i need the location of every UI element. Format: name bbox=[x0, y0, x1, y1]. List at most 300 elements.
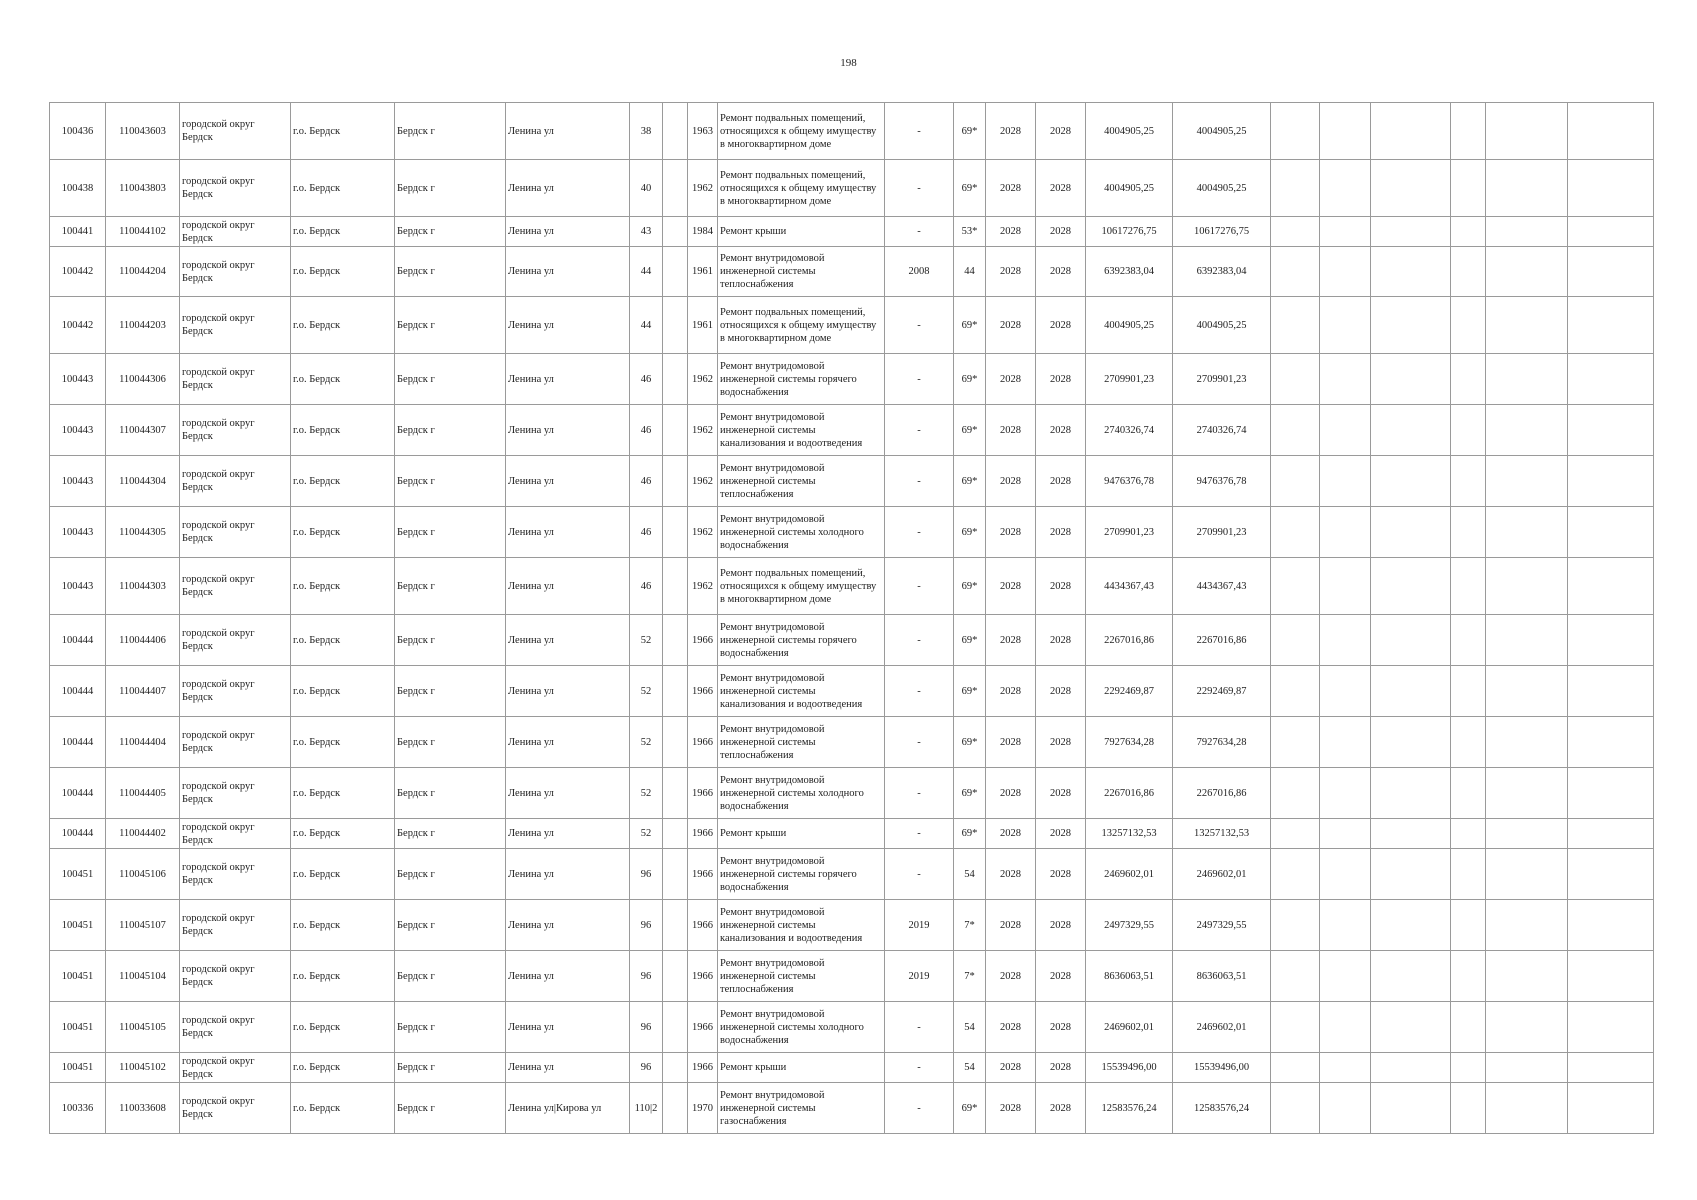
cell-plan-start: 2028 bbox=[986, 1083, 1036, 1134]
cell-plan-end: 2028 bbox=[1036, 160, 1086, 217]
cell-empty bbox=[1271, 1083, 1320, 1134]
cell-house: 46 bbox=[630, 354, 663, 405]
cell-empty bbox=[1371, 1053, 1451, 1083]
cell-code: 110044404 bbox=[106, 717, 180, 768]
cell-empty bbox=[1271, 717, 1320, 768]
table-row bbox=[50, 666, 1654, 717]
cell-code: 110045105 bbox=[106, 1002, 180, 1053]
cell-locality: Бердск г bbox=[395, 247, 506, 297]
cell-cost-total: 9476376,78 bbox=[1086, 456, 1173, 507]
cell-street: Ленина ул bbox=[506, 405, 630, 456]
cell-municipality: городской округ Бердск bbox=[180, 103, 291, 160]
cell-empty bbox=[1451, 507, 1486, 558]
table-row bbox=[50, 615, 1654, 666]
cell-cost-fund: 12583576,24 bbox=[1173, 1083, 1271, 1134]
cell-last-repair: - bbox=[885, 717, 954, 768]
cell-cost-total: 4004905,25 bbox=[1086, 160, 1173, 217]
cell-building bbox=[663, 819, 688, 849]
cell-street: Ленина ул bbox=[506, 768, 630, 819]
cell-empty bbox=[1320, 507, 1371, 558]
cell-cost-fund: 2740326,74 bbox=[1173, 405, 1271, 456]
cell-empty bbox=[1451, 849, 1486, 900]
table-row bbox=[50, 354, 1654, 405]
cell-empty bbox=[1486, 819, 1568, 849]
cell-cost-fund: 2267016,86 bbox=[1173, 768, 1271, 819]
cell-empty bbox=[1371, 103, 1451, 160]
cell-building bbox=[663, 354, 688, 405]
cell-house: 52 bbox=[630, 615, 663, 666]
cell-id: 100443 bbox=[50, 558, 106, 615]
cell-municipality: городской округ Бердск bbox=[180, 900, 291, 951]
cell-empty bbox=[1451, 717, 1486, 768]
cell-code: 110044407 bbox=[106, 666, 180, 717]
cell-building bbox=[663, 849, 688, 900]
cell-plan-end: 2028 bbox=[1036, 297, 1086, 354]
cell-code: 110044306 bbox=[106, 354, 180, 405]
cell-house: 96 bbox=[630, 900, 663, 951]
cell-building bbox=[663, 615, 688, 666]
cell-district: г.о. Бердск bbox=[291, 354, 395, 405]
cell-code: 110044304 bbox=[106, 456, 180, 507]
cell-wear: 69* bbox=[954, 354, 986, 405]
cell-empty bbox=[1271, 1053, 1320, 1083]
cell-empty bbox=[1486, 217, 1568, 247]
cell-empty bbox=[1371, 849, 1451, 900]
cell-cost-fund: 8636063,51 bbox=[1173, 951, 1271, 1002]
cell-empty bbox=[1271, 666, 1320, 717]
cell-empty bbox=[1371, 507, 1451, 558]
cell-empty bbox=[1371, 717, 1451, 768]
cell-district: г.о. Бердск bbox=[291, 217, 395, 247]
cell-empty bbox=[1320, 247, 1371, 297]
cell-municipality: городской округ Бердск bbox=[180, 507, 291, 558]
cell-municipality: городской округ Бердск bbox=[180, 160, 291, 217]
cell-empty bbox=[1371, 217, 1451, 247]
cell-cost-total: 6392383,04 bbox=[1086, 247, 1173, 297]
cell-house: 40 bbox=[630, 160, 663, 217]
cell-house: 46 bbox=[630, 558, 663, 615]
cell-code: 110043803 bbox=[106, 160, 180, 217]
cell-house: 52 bbox=[630, 768, 663, 819]
cell-street: Ленина ул|Кирова ул bbox=[506, 1083, 630, 1134]
cell-wear: 69* bbox=[954, 405, 986, 456]
cell-house: 96 bbox=[630, 1053, 663, 1083]
cell-plan-start: 2028 bbox=[986, 103, 1036, 160]
table-body bbox=[50, 103, 1654, 1134]
cell-wear: 69* bbox=[954, 456, 986, 507]
table-row bbox=[50, 1053, 1654, 1083]
cell-house: 44 bbox=[630, 247, 663, 297]
cell-building bbox=[663, 507, 688, 558]
cell-id: 100336 bbox=[50, 1083, 106, 1134]
cell-code: 110044204 bbox=[106, 247, 180, 297]
cell-plan-start: 2028 bbox=[986, 160, 1036, 217]
cell-empty bbox=[1271, 354, 1320, 405]
cell-plan-start: 2028 bbox=[986, 951, 1036, 1002]
cell-year-built: 1966 bbox=[688, 1002, 718, 1053]
cell-plan-end: 2028 bbox=[1036, 1002, 1086, 1053]
cell-empty bbox=[1451, 666, 1486, 717]
cell-year-built: 1970 bbox=[688, 1083, 718, 1134]
cell-empty bbox=[1451, 160, 1486, 217]
cell-district: г.о. Бердск bbox=[291, 297, 395, 354]
cell-empty bbox=[1568, 247, 1654, 297]
cell-code: 110044303 bbox=[106, 558, 180, 615]
cell-locality: Бердск г bbox=[395, 217, 506, 247]
cell-year-built: 1984 bbox=[688, 217, 718, 247]
cell-work-type: Ремонт внутридомовой инженерной системы теплоснабжения bbox=[718, 247, 885, 297]
cell-cost-total: 2497329,55 bbox=[1086, 900, 1173, 951]
cell-district: г.о. Бердск bbox=[291, 1053, 395, 1083]
cell-plan-start: 2028 bbox=[986, 666, 1036, 717]
cell-empty bbox=[1451, 900, 1486, 951]
cell-wear: 69* bbox=[954, 666, 986, 717]
cell-house: 96 bbox=[630, 1002, 663, 1053]
cell-plan-start: 2028 bbox=[986, 1002, 1036, 1053]
cell-empty bbox=[1320, 666, 1371, 717]
cell-code: 110044405 bbox=[106, 768, 180, 819]
cell-code: 110045102 bbox=[106, 1053, 180, 1083]
table-row bbox=[50, 951, 1654, 1002]
cell-empty bbox=[1271, 849, 1320, 900]
cell-municipality: городской округ Бердск bbox=[180, 1053, 291, 1083]
cell-building bbox=[663, 1053, 688, 1083]
cell-locality: Бердск г bbox=[395, 951, 506, 1002]
cell-year-built: 1962 bbox=[688, 558, 718, 615]
cell-work-type: Ремонт подвальных помещений, относящихся к общему имуществу в многоквартирном доме bbox=[718, 103, 885, 160]
cell-wear: 7* bbox=[954, 951, 986, 1002]
cell-empty bbox=[1451, 354, 1486, 405]
cell-empty bbox=[1371, 405, 1451, 456]
cell-cost-total: 13257132,53 bbox=[1086, 819, 1173, 849]
cell-municipality: городской округ Бердск bbox=[180, 354, 291, 405]
cell-empty bbox=[1451, 1002, 1486, 1053]
cell-wear: 69* bbox=[954, 768, 986, 819]
cell-house: 96 bbox=[630, 951, 663, 1002]
cell-work-type: Ремонт внутридомовой инженерной системы теплоснабжения bbox=[718, 456, 885, 507]
cell-cost-fund: 2709901,23 bbox=[1173, 507, 1271, 558]
cell-district: г.о. Бердск bbox=[291, 558, 395, 615]
cell-locality: Бердск г bbox=[395, 768, 506, 819]
cell-building bbox=[663, 456, 688, 507]
cell-cost-fund: 9476376,78 bbox=[1173, 456, 1271, 507]
cell-empty bbox=[1320, 900, 1371, 951]
cell-empty bbox=[1371, 558, 1451, 615]
cell-year-built: 1966 bbox=[688, 951, 718, 1002]
cell-year-built: 1961 bbox=[688, 247, 718, 297]
cell-wear: 69* bbox=[954, 297, 986, 354]
cell-id: 100443 bbox=[50, 507, 106, 558]
cell-empty bbox=[1568, 456, 1654, 507]
cell-empty bbox=[1451, 615, 1486, 666]
cell-plan-start: 2028 bbox=[986, 615, 1036, 666]
cell-street: Ленина ул bbox=[506, 247, 630, 297]
cell-last-repair: - bbox=[885, 558, 954, 615]
cell-district: г.о. Бердск bbox=[291, 405, 395, 456]
cell-district: г.о. Бердск bbox=[291, 849, 395, 900]
cell-year-built: 1966 bbox=[688, 615, 718, 666]
cell-empty bbox=[1271, 951, 1320, 1002]
cell-locality: Бердск г bbox=[395, 900, 506, 951]
cell-plan-end: 2028 bbox=[1036, 217, 1086, 247]
cell-locality: Бердск г bbox=[395, 297, 506, 354]
cell-plan-end: 2028 bbox=[1036, 849, 1086, 900]
cell-plan-end: 2028 bbox=[1036, 558, 1086, 615]
table-row bbox=[50, 849, 1654, 900]
cell-empty bbox=[1320, 405, 1371, 456]
cell-building bbox=[663, 558, 688, 615]
cell-work-type: Ремонт крыши bbox=[718, 217, 885, 247]
cell-cost-fund: 13257132,53 bbox=[1173, 819, 1271, 849]
cell-last-repair: - bbox=[885, 1053, 954, 1083]
cell-id: 100444 bbox=[50, 666, 106, 717]
cell-year-built: 1966 bbox=[688, 666, 718, 717]
cell-municipality: городской округ Бердск bbox=[180, 456, 291, 507]
cell-district: г.о. Бердск bbox=[291, 615, 395, 666]
cell-district: г.о. Бердск bbox=[291, 819, 395, 849]
cell-empty bbox=[1486, 951, 1568, 1002]
cell-year-built: 1966 bbox=[688, 900, 718, 951]
cell-plan-start: 2028 bbox=[986, 354, 1036, 405]
cell-district: г.о. Бердск bbox=[291, 717, 395, 768]
cell-plan-end: 2028 bbox=[1036, 615, 1086, 666]
cell-plan-end: 2028 bbox=[1036, 666, 1086, 717]
cell-building bbox=[663, 297, 688, 354]
cell-house: 52 bbox=[630, 819, 663, 849]
cell-id: 100451 bbox=[50, 951, 106, 1002]
cell-last-repair: - bbox=[885, 768, 954, 819]
cell-empty bbox=[1486, 717, 1568, 768]
cell-locality: Бердск г bbox=[395, 717, 506, 768]
cell-id: 100442 bbox=[50, 247, 106, 297]
cell-plan-start: 2028 bbox=[986, 900, 1036, 951]
cell-plan-end: 2028 bbox=[1036, 951, 1086, 1002]
cell-id: 100444 bbox=[50, 615, 106, 666]
cell-empty bbox=[1451, 247, 1486, 297]
cell-work-type: Ремонт внутридомовой инженерной системы горячего водоснабжения bbox=[718, 354, 885, 405]
cell-id: 100444 bbox=[50, 819, 106, 849]
cell-last-repair: - bbox=[885, 819, 954, 849]
cell-work-type: Ремонт внутридомовой инженерной системы холодного водоснабжения bbox=[718, 768, 885, 819]
cell-empty bbox=[1371, 160, 1451, 217]
cell-house: 110|2 bbox=[630, 1083, 663, 1134]
cell-cost-fund: 6392383,04 bbox=[1173, 247, 1271, 297]
cell-empty bbox=[1568, 160, 1654, 217]
cell-empty bbox=[1371, 1002, 1451, 1053]
cell-wear: 69* bbox=[954, 819, 986, 849]
cell-work-type: Ремонт внутридомовой инженерной системы теплоснабжения bbox=[718, 951, 885, 1002]
cell-empty bbox=[1568, 849, 1654, 900]
cell-plan-end: 2028 bbox=[1036, 247, 1086, 297]
cell-id: 100451 bbox=[50, 1002, 106, 1053]
cell-cost-total: 2267016,86 bbox=[1086, 615, 1173, 666]
cell-wear: 69* bbox=[954, 507, 986, 558]
cell-empty bbox=[1568, 1002, 1654, 1053]
cell-work-type: Ремонт внутридомовой инженерной системы канализования и водоотведения bbox=[718, 405, 885, 456]
cell-empty bbox=[1271, 819, 1320, 849]
cell-empty bbox=[1320, 1002, 1371, 1053]
cell-empty bbox=[1486, 103, 1568, 160]
cell-plan-end: 2028 bbox=[1036, 405, 1086, 456]
cell-empty bbox=[1486, 354, 1568, 405]
cell-last-repair: - bbox=[885, 849, 954, 900]
cell-cost-total: 2292469,87 bbox=[1086, 666, 1173, 717]
cell-empty bbox=[1371, 297, 1451, 354]
cell-house: 52 bbox=[630, 717, 663, 768]
cell-municipality: городской округ Бердск bbox=[180, 405, 291, 456]
cell-district: г.о. Бердск bbox=[291, 1002, 395, 1053]
cell-building bbox=[663, 160, 688, 217]
table-row bbox=[50, 1083, 1654, 1134]
cell-street: Ленина ул bbox=[506, 717, 630, 768]
table-row bbox=[50, 247, 1654, 297]
cell-locality: Бердск г bbox=[395, 558, 506, 615]
cell-cost-fund: 4434367,43 bbox=[1173, 558, 1271, 615]
cell-year-built: 1962 bbox=[688, 405, 718, 456]
cell-last-repair: - bbox=[885, 103, 954, 160]
cell-wear: 54 bbox=[954, 1053, 986, 1083]
cell-empty bbox=[1371, 456, 1451, 507]
cell-district: г.о. Бердск bbox=[291, 666, 395, 717]
cell-street: Ленина ул bbox=[506, 217, 630, 247]
cell-empty bbox=[1486, 297, 1568, 354]
cell-code: 110043603 bbox=[106, 103, 180, 160]
cell-year-built: 1966 bbox=[688, 819, 718, 849]
cell-municipality: городской округ Бердск bbox=[180, 849, 291, 900]
cell-locality: Бердск г bbox=[395, 819, 506, 849]
cell-id: 100443 bbox=[50, 354, 106, 405]
cell-district: г.о. Бердск bbox=[291, 160, 395, 217]
cell-plan-start: 2028 bbox=[986, 558, 1036, 615]
cell-empty bbox=[1486, 1083, 1568, 1134]
cell-cost-total: 4004905,25 bbox=[1086, 297, 1173, 354]
table-row bbox=[50, 103, 1654, 160]
cell-cost-fund: 4004905,25 bbox=[1173, 103, 1271, 160]
cell-wear: 69* bbox=[954, 1083, 986, 1134]
cell-id: 100441 bbox=[50, 217, 106, 247]
cell-municipality: городской округ Бердск bbox=[180, 217, 291, 247]
cell-plan-start: 2028 bbox=[986, 849, 1036, 900]
cell-empty bbox=[1271, 615, 1320, 666]
cell-cost-fund: 7927634,28 bbox=[1173, 717, 1271, 768]
cell-plan-end: 2028 bbox=[1036, 768, 1086, 819]
cell-empty bbox=[1371, 354, 1451, 405]
cell-locality: Бердск г bbox=[395, 103, 506, 160]
cell-empty bbox=[1320, 951, 1371, 1002]
cell-empty bbox=[1568, 507, 1654, 558]
cell-year-built: 1962 bbox=[688, 160, 718, 217]
cell-year-built: 1962 bbox=[688, 354, 718, 405]
cell-empty bbox=[1486, 768, 1568, 819]
cell-empty bbox=[1568, 717, 1654, 768]
cell-locality: Бердск г bbox=[395, 1053, 506, 1083]
cell-empty bbox=[1320, 849, 1371, 900]
cell-plan-start: 2028 bbox=[986, 405, 1036, 456]
cell-last-repair: - bbox=[885, 615, 954, 666]
cell-plan-start: 2028 bbox=[986, 217, 1036, 247]
cell-empty bbox=[1451, 1083, 1486, 1134]
cell-last-repair: - bbox=[885, 160, 954, 217]
cell-empty bbox=[1320, 160, 1371, 217]
cell-cost-total: 7927634,28 bbox=[1086, 717, 1173, 768]
table-row bbox=[50, 558, 1654, 615]
cell-empty bbox=[1271, 297, 1320, 354]
cell-wear: 54 bbox=[954, 1002, 986, 1053]
cell-district: г.о. Бердск bbox=[291, 900, 395, 951]
cell-empty bbox=[1451, 217, 1486, 247]
cell-house: 44 bbox=[630, 297, 663, 354]
cell-empty bbox=[1451, 456, 1486, 507]
cell-wear: 53* bbox=[954, 217, 986, 247]
cell-street: Ленина ул bbox=[506, 558, 630, 615]
cell-cost-fund: 2267016,86 bbox=[1173, 615, 1271, 666]
table-row bbox=[50, 900, 1654, 951]
cell-empty bbox=[1486, 507, 1568, 558]
cell-year-built: 1966 bbox=[688, 768, 718, 819]
cell-district: г.о. Бердск bbox=[291, 507, 395, 558]
cell-id: 100436 bbox=[50, 103, 106, 160]
cell-empty bbox=[1320, 558, 1371, 615]
cell-municipality: городской округ Бердск bbox=[180, 247, 291, 297]
cell-last-repair: 2019 bbox=[885, 900, 954, 951]
cell-code: 110033608 bbox=[106, 1083, 180, 1134]
cell-last-repair: - bbox=[885, 217, 954, 247]
cell-empty bbox=[1271, 160, 1320, 217]
cell-municipality: городской округ Бердск bbox=[180, 558, 291, 615]
cell-plan-start: 2028 bbox=[986, 456, 1036, 507]
table-row bbox=[50, 507, 1654, 558]
cell-empty bbox=[1568, 297, 1654, 354]
table-row bbox=[50, 456, 1654, 507]
cell-plan-end: 2028 bbox=[1036, 900, 1086, 951]
cell-building bbox=[663, 103, 688, 160]
cell-empty bbox=[1320, 1083, 1371, 1134]
cell-cost-total: 2469602,01 bbox=[1086, 1002, 1173, 1053]
cell-empty bbox=[1320, 103, 1371, 160]
cell-empty bbox=[1271, 405, 1320, 456]
cell-empty bbox=[1271, 768, 1320, 819]
table-row bbox=[50, 160, 1654, 217]
cell-id: 100444 bbox=[50, 768, 106, 819]
cell-empty bbox=[1486, 1053, 1568, 1083]
cell-work-type: Ремонт внутридомовой инженерной системы холодного водоснабжения bbox=[718, 1002, 885, 1053]
cell-cost-fund: 15539496,00 bbox=[1173, 1053, 1271, 1083]
cell-locality: Бердск г bbox=[395, 456, 506, 507]
cell-municipality: городской округ Бердск bbox=[180, 666, 291, 717]
cell-building bbox=[663, 900, 688, 951]
cell-empty bbox=[1451, 297, 1486, 354]
cell-empty bbox=[1371, 247, 1451, 297]
cell-empty bbox=[1486, 849, 1568, 900]
cell-locality: Бердск г bbox=[395, 666, 506, 717]
cell-empty bbox=[1320, 819, 1371, 849]
cell-year-built: 1962 bbox=[688, 456, 718, 507]
cell-cost-fund: 2497329,55 bbox=[1173, 900, 1271, 951]
cell-plan-end: 2028 bbox=[1036, 456, 1086, 507]
cell-wear: 69* bbox=[954, 160, 986, 217]
cell-municipality: городской округ Бердск bbox=[180, 1083, 291, 1134]
cell-code: 110044102 bbox=[106, 217, 180, 247]
cell-wear: 54 bbox=[954, 849, 986, 900]
table-row bbox=[50, 768, 1654, 819]
cell-last-repair: - bbox=[885, 405, 954, 456]
cell-plan-start: 2028 bbox=[986, 297, 1036, 354]
cell-municipality: городской округ Бердск bbox=[180, 819, 291, 849]
cell-last-repair: - bbox=[885, 666, 954, 717]
cell-wear: 69* bbox=[954, 615, 986, 666]
cell-empty bbox=[1568, 819, 1654, 849]
cell-work-type: Ремонт подвальных помещений, относящихся к общему имуществу в многоквартирном доме bbox=[718, 160, 885, 217]
